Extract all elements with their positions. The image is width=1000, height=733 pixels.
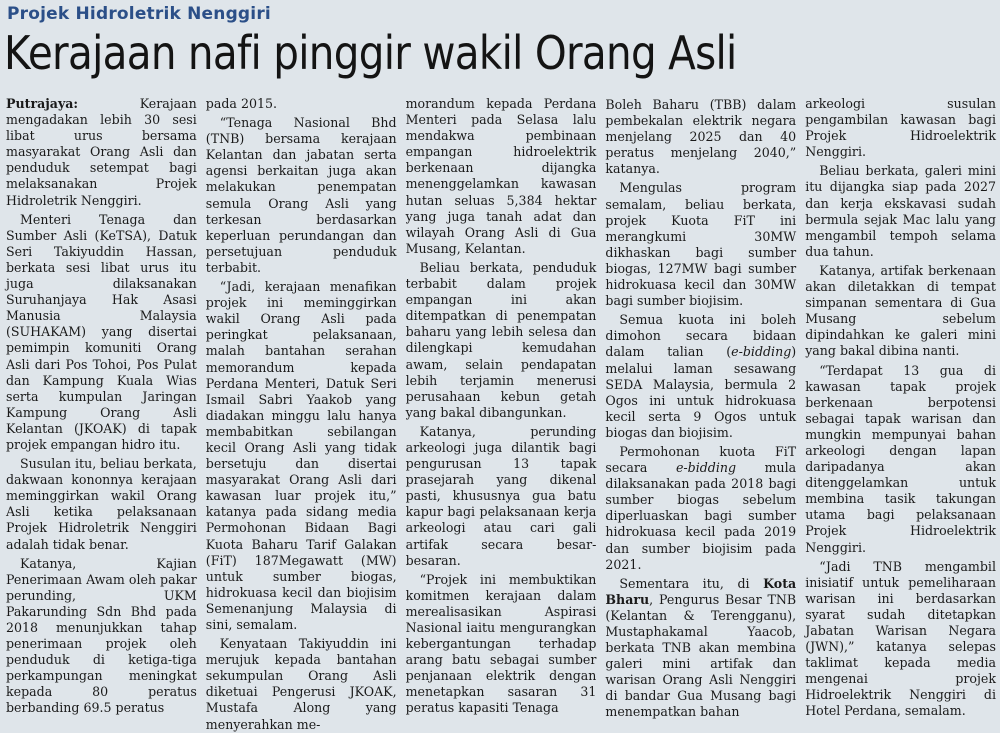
article-paragraph: arkeologi susulan pengambilan kawasan bagi Projek Hidroelektrik Nenggiri. [805,96,996,160]
article-paragraph: Beliau berkata, galeri mini itu dijangka siap pada 2027 dan kerja ekskavasi sudah bermula sejak Mac lalu yang mengambil tempoh selama dua tahun. [805,163,996,259]
article-paragraph: Susulan itu, beliau berkata, dakwaan kononnya kerajaan meminggirkan wakil Orang Asli ketika pelaksanaan Projek Hidroletrik Nenggiri adalah tidak benar. [6,456,197,552]
article-paragraph: Katanya, Kajian Penerimaan Awam oleh pakar perunding, UKM Pakarunding Sdn Bhd pada 2018 menunjukkan tahap penerimaan projek oleh penduduk di ketiga-tiga perkampungan meningkat kepada 80 peratus berbanding 69.5 peratus [6,555,197,716]
article-paragraph: “Jadi TNB mengambil inisiatif untuk pemeliharaan warisan ini berdasarkan syarat sudah ditetapkan Jabatan Warisan Negara (JWN),” katanya selepas taklimat kepada media mengenai projek Hidroelektrik Nenggiri di Hotel Perdana, semalam. [805,558,996,719]
article-column-2 [205,96,397,732]
paragraph-text: mula dilaksanakan pada 2018 bagi sumber biogas sebelum diperluaskan bagi sumber hidrokuasa kecil pada 2019 dan sumber biojisim pada 2021. [605,460,797,572]
paragraph-text: ) melalui laman sesawang SEDA Malaysia, bermula 2 Ogos ini untuk hidrokuasa kecil serta 9 Ogos untuk biogas dan biojisim. [605,344,797,440]
italic-term: e-bidding [731,344,792,360]
dateline: Putrajaya: [6,96,79,111]
article-paragraph: “Jadi, kerajaan menafikan projek ini meminggirkan wakil Orang Asli pada peringkat pelaksanaan, malah bantahan serahan memorandum kepada Perdana Menteri, Datuk Seri Ismail Sabri Yaakob yang diadakan minggu lalu hanya membabitkan sebilangan kecil Orang Asli yang tidak bersetuju dan disertai masyarakat Orang Asli dari kawasan luar projek itu,” katanya pada sidang media Permohonan Bidaan Bagi Kuota Baharu Tarif Galakan (FiT) 187Megawatt (MW) untuk sumber biogas, hidrokuasa kecil dan biojisim Semenanjung Malaysia di sini, semalam. [205,279,397,632]
article-column-1 [6,96,197,716]
article-column-5 [805,96,996,719]
paragraph-text: , Pengurus Besar TNB (Kelantan & Terengganu), Mustaphakamal Yaacob, berkata TNB akan membina galeri mini artifak dan warisan Orang Asli Nenggiri di bandar Gua Musang bagi menempatkan bahan [605,591,797,720]
article-paragraph [605,576,796,721]
article-paragraph: “Terdapat 13 gua di kawasan tapak projek berkenaan berpotensi sebagai tapak warisan dan mungkin mempunyai bahan arkeologi dengan lapan daripadanya akan ditenggelamkan untuk membina tasik takungan utama bagi pelaksanaan Projek Hidroelektrik Nenggiri. [805,362,996,555]
italic-term: e-bidding [675,460,737,476]
article-paragraph: Menteri Tenaga dan Sumber Asli (KeTSA), Datuk Seri Takiyuddin Hassan, berkata sesi libat urus itu juga dilaksanakan Suruhanjaya Hak Asasi Manusia Malaysia (SUHAKAM) yang disertai pemimpin komuniti Orang Asli dari Pos Tohoi, Pos Pulat dan Kampung Kuala Wias serta kumpulan Jaringan Kampung Orang Asli Kelantan (JKOAK) di tapak projek empangan hidro itu. [6,211,197,452]
article-body [6,96,996,732]
article-paragraph [605,444,796,573]
article-paragraph: Katanya, artifak berkenaan akan diletakkan di tempat simpanan sementara di Gua Musang sebelum dipindahkan ke galeri mini yang bakal dibina nanti. [805,262,996,359]
article-kicker: Projek Hidroletrik Nenggiri [7,4,271,24]
article-paragraph [6,96,197,209]
article-paragraph: Mengulas program semalam, beliau berkata, projek Kuota FiT ini merangkumi 30MW dikhaskan bagi sumber biogas, 127MW bagi sumber hidrokuasa kecil dan 30MW bagi sumber biojisim. [605,180,797,309]
paragraph-text: Sementara itu, di [619,575,764,591]
paragraph-text: Semua kuota ini boleh dimohon secara bidaan dalam talian ( [605,312,797,360]
location-dateline: Kota Bharu [605,575,797,607]
article-paragraph: morandum kepada Perdana Menteri pada Selasa lalu mendakwa pembinaan empangan hidroelektrik berkenaan dijangka menenggelamkan kawasan hutan seluas 5,384 hektar yang juga tanah adat dan wilayah Orang Asli di Gua Musang, Kelantan. [405,96,597,256]
article-column-3 [405,96,597,716]
article-paragraph: Beliau berkata, penduduk terbabit dalam projek empangan ini akan ditempatkan di penempatan baharu yang lebih selesa dan dilengkapi kemudahan awam, selain pendapatan lebih terjamin menerusi perusahaan kebun getah yang bakal dibangunkan. [405,259,597,420]
paragraph-text: Kerajaan mengadakan lebih 30 sesi libat urus bersama masyarakat Orang Asli dan penduduk setempat bagi melaksanakan Projek Hidroletrik Nenggiri. [6,96,197,208]
article-paragraph: Katanya, perunding arkeologi juga dilantik bagi pengurusan 13 tapak prasejarah yang dikenal pasti, khususnya gua batu kapur bagi pelaksanaan kerja arkeologi atau cari gali artifak secara besar- besaran. [405,423,597,568]
article-paragraph: Kenyataan Takiyuddin ini merujuk kepada bantahan sekumpulan Orang Asli diketuai Pengerusi JKOAK, Mustafa Along yang menyerahkan me- [205,636,397,732]
article-paragraph: “Projek ini membuktikan komitmen kerajaan dalam merealisasikan Aspirasi Nasional iaitu mengurangkan kebergantungan terhadap arang batu sebagai sumber penjanaan elektrik dengan menetapkan sasaran 31 peratus kapasiti Tenaga [405,571,597,716]
article-paragraph: Boleh Baharu (TBB) dalam pembekalan elektrik negara menjelang 2025 dan 40 peratus menjelang 2040,” katanya. [605,97,797,177]
article-paragraph: pada 2015. [205,96,277,111]
article-paragraph: “Tenaga Nasional Bhd (TNB) bersama kerajaan Kelantan dan jabatan serta agensi berkaitan juga akan melakukan penempatan semula Orang Asli yang terkesan berdasarkan keperluan perundangan dan persetujuan penduduk terbabit. [205,115,397,275]
paragraph-text: Permohonan kuota FiT secara [605,443,797,476]
article-paragraph [605,312,796,441]
article-headline: Kerajaan nafi pinggir wakil Orang Asli [4,26,737,80]
article-column-4 [605,96,797,720]
